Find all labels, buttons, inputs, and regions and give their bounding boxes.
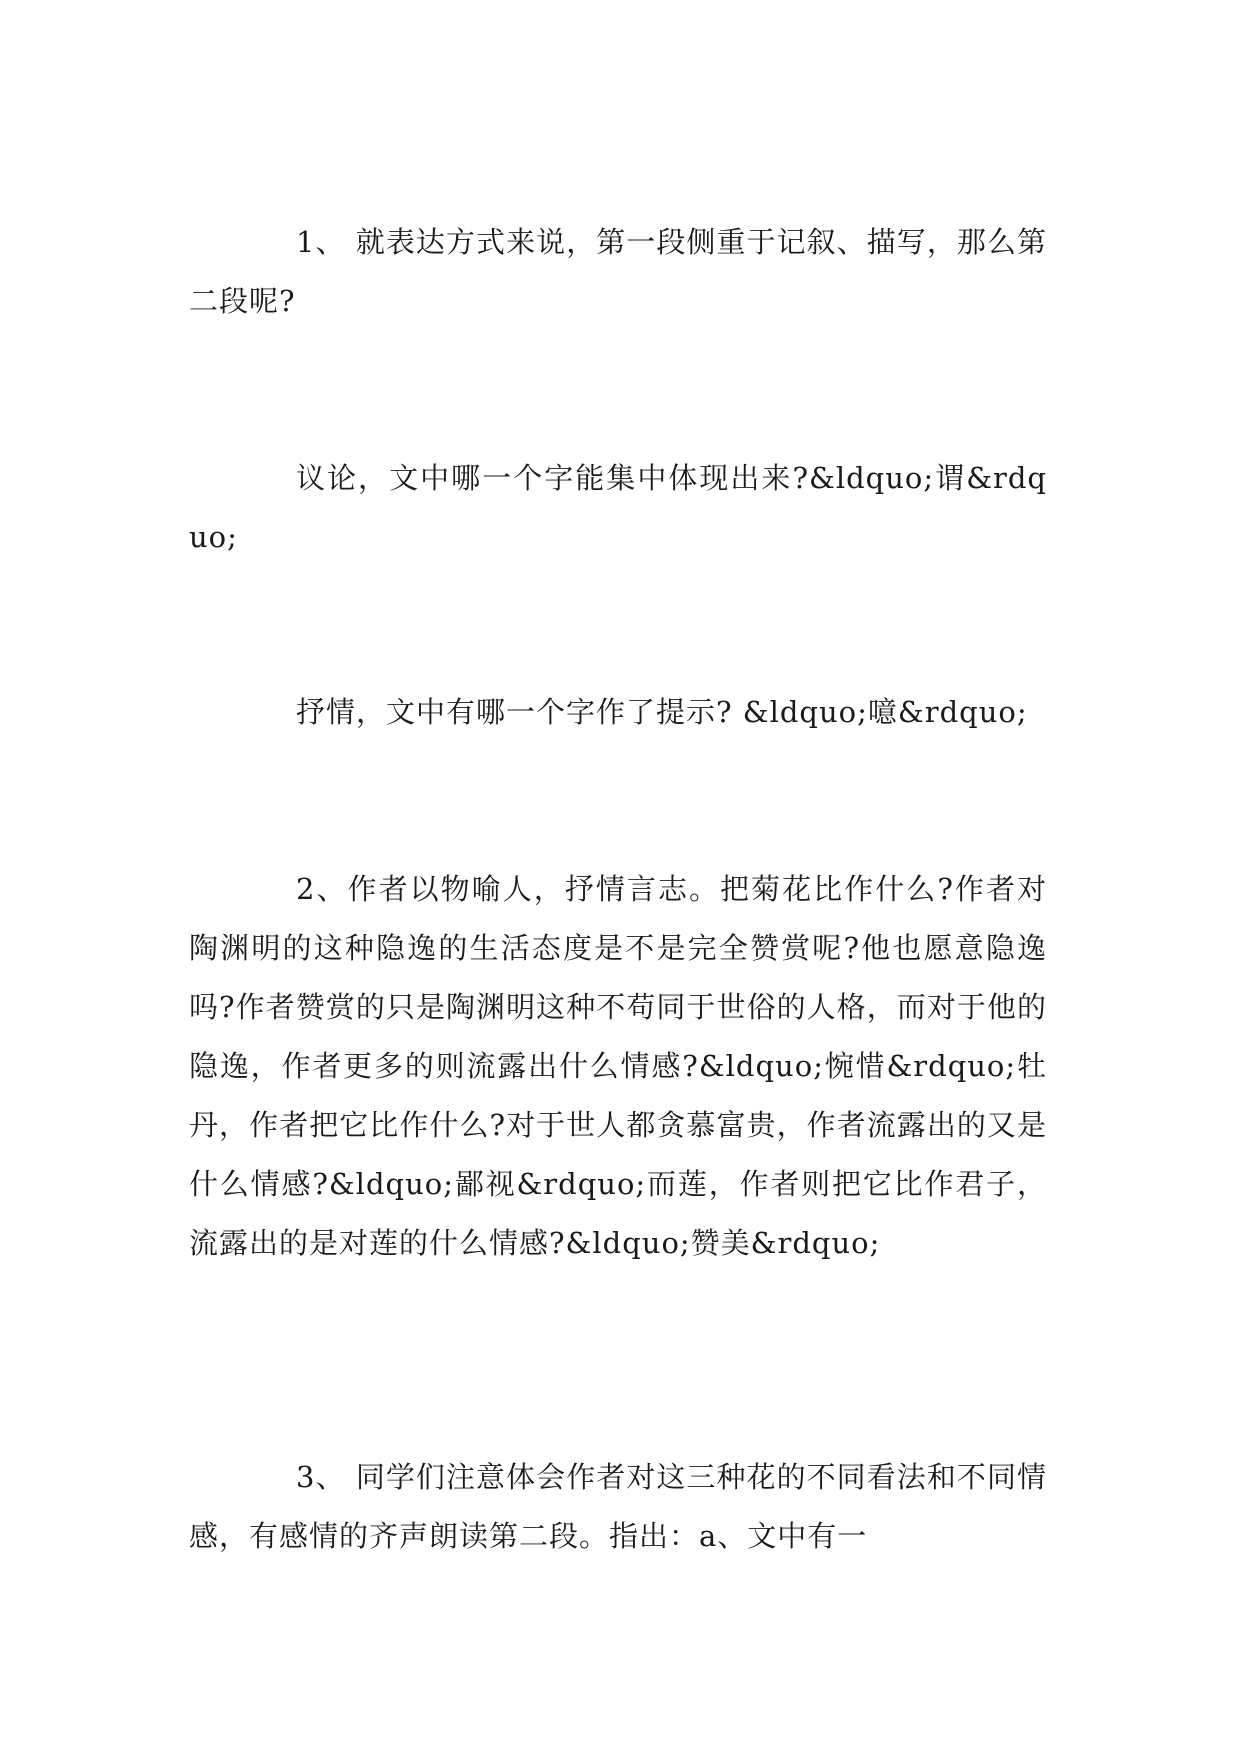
paragraph-answer-lyric: 抒情，文中有哪一个字作了提示? &ldquo;噫&rdquo; bbox=[296, 695, 1028, 729]
paragraph-answer-argument: 议论，文中哪一个字能集中体现出来?&ldquo;谓&rdquo; bbox=[189, 461, 1047, 554]
paragraph-question-1: 1、 就表达方式来说，第一段侧重于记叙、描写，那么第二段呢? bbox=[189, 225, 1047, 318]
paragraph-question-2: 2、作者以物喻人，抒情言志。把菊花比作什么?作者对陶渊明的这种隐逸的生活态度是不是完全赞赏呢?他也愿意隐逸吗?作者赞赏的只是陶渊明这种不苟同于世俗的人格，而对于他的隐逸，作者更多的则流露出什么情感?&ldquo;惋惜&rdquo;牡丹，作者把它比作什么?对于世人都贪慕富贵，作者流露出的又是什么情感?&ldquo;鄙视&rdquo;而莲，作者则把它比作君子，流露出的是对莲的什么情感?&ldquo;赞美&rdquo; bbox=[189, 872, 1047, 1260]
paragraph-question-3: 3、 同学们注意体会作者对这三种花的不同看法和不同情感，有感情的齐声朗读第二段。指出：a、文中有一 bbox=[189, 1460, 1047, 1553]
